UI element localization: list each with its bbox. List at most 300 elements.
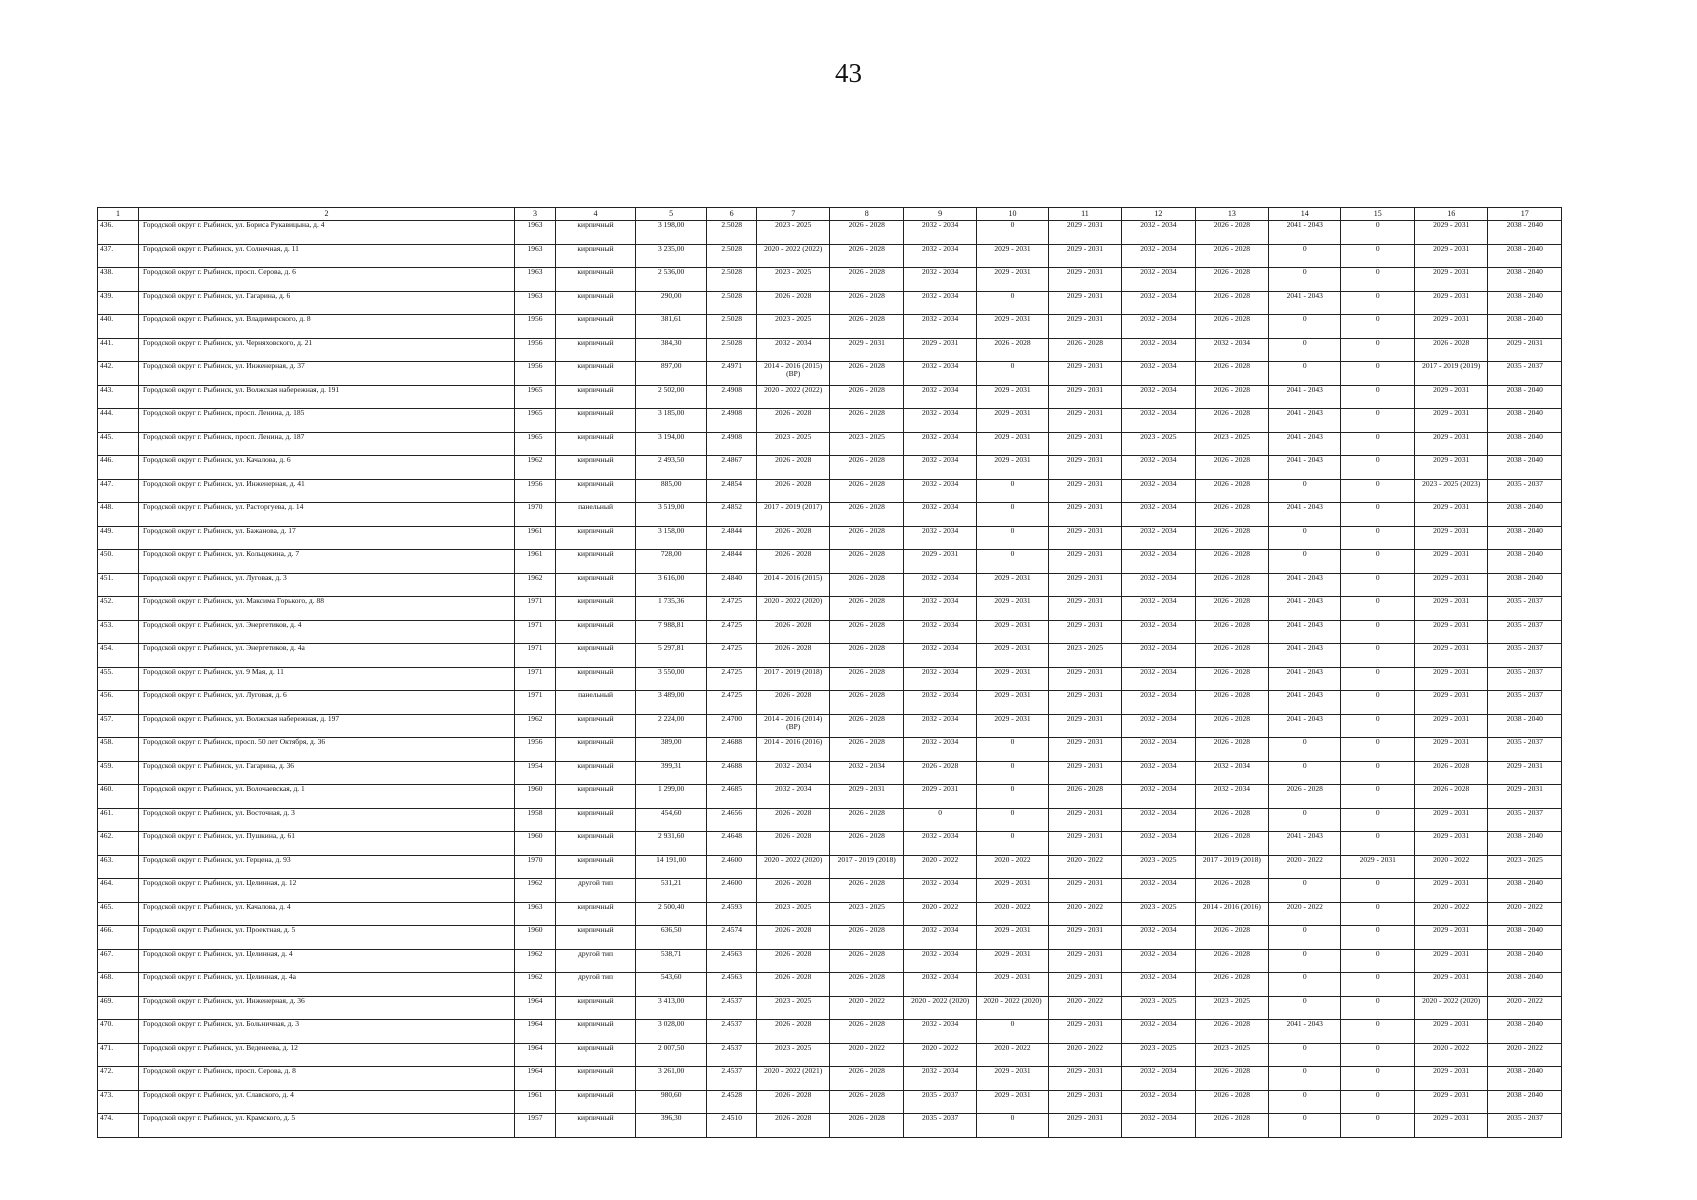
table-cell: 2.4685 — [707, 785, 757, 809]
address-cell: Городской округ г. Рыбинск, ул. Целинная, д. 4а — [139, 973, 515, 997]
table-cell: 2038 - 2040 — [1488, 526, 1562, 550]
table-cell: 2029 - 2031 — [1414, 221, 1487, 245]
table-cell: 543,60 — [636, 973, 707, 997]
table-cell: 2.4725 — [707, 644, 757, 668]
column-header: 4 — [556, 208, 636, 221]
table-cell: 2032 - 2034 — [903, 409, 976, 433]
table-cell: другой тип — [556, 879, 636, 903]
table-cell: 3 185,00 — [636, 409, 707, 433]
table-cell: 1962 — [515, 879, 556, 903]
row-number-cell: 436. — [98, 221, 139, 245]
table-cell: 885,00 — [636, 479, 707, 503]
table-cell: 2026 - 2028 — [1195, 503, 1268, 527]
table-cell: 2017 - 2019 (2018) — [757, 667, 830, 691]
table-cell: 2026 - 2028 — [1414, 785, 1487, 809]
table-cell: 2.4725 — [707, 620, 757, 644]
table-row — [98, 1114, 1562, 1138]
table-cell: 2038 - 2040 — [1488, 409, 1562, 433]
table-cell: 2029 - 2031 — [903, 550, 976, 574]
table-cell: 2032 - 2034 — [757, 338, 830, 362]
table-cell: кирпичный — [556, 385, 636, 409]
address-cell: Городской округ г. Рыбинск, ул. Максима Горького, д. 88 — [139, 597, 515, 621]
table-cell: 2029 - 2031 — [977, 714, 1048, 738]
table-cell: 2026 - 2028 — [830, 973, 903, 997]
table-cell: 0 — [1341, 996, 1414, 1020]
table-cell: 2029 - 2031 — [1048, 479, 1121, 503]
column-header: 15 — [1341, 208, 1414, 221]
table-cell: 2026 - 2028 — [903, 761, 976, 785]
table-cell: 2032 - 2034 — [1122, 338, 1195, 362]
table-cell: 2020 - 2022 — [1048, 996, 1121, 1020]
table-cell: 0 — [1341, 667, 1414, 691]
table-cell: 2032 - 2034 — [903, 1067, 976, 1091]
table-cell: 0 — [1341, 620, 1414, 644]
table-cell: 2026 - 2028 — [757, 409, 830, 433]
table-cell: 2029 - 2031 — [1048, 503, 1121, 527]
table-cell: 2035 - 2037 — [903, 1114, 976, 1138]
column-header: 2 — [139, 208, 515, 221]
row-number-cell: 464. — [98, 879, 139, 903]
table-cell: 2032 - 2034 — [757, 761, 830, 785]
table-cell: 2032 - 2034 — [1122, 973, 1195, 997]
table-cell: 399,31 — [636, 761, 707, 785]
table-cell: 1960 — [515, 832, 556, 856]
table-cell: 2029 - 2031 — [1048, 973, 1121, 997]
table-cell: 2026 - 2028 — [830, 691, 903, 715]
table-cell: 1 299,00 — [636, 785, 707, 809]
table-cell: 2026 - 2028 — [830, 1020, 903, 1044]
table-cell: 2032 - 2034 — [903, 385, 976, 409]
table-cell: 2038 - 2040 — [1488, 550, 1562, 574]
table-cell: 2026 - 2028 — [1195, 832, 1268, 856]
table-cell: 2026 - 2028 — [830, 221, 903, 245]
table-cell: 0 — [1341, 550, 1414, 574]
table-row — [98, 503, 1562, 527]
table-row — [98, 808, 1562, 832]
row-number-cell: 472. — [98, 1067, 139, 1091]
table-cell: 2026 - 2028 — [1195, 456, 1268, 480]
table-cell: 0 — [1341, 1067, 1414, 1091]
table-cell: 2029 - 2031 — [1341, 855, 1414, 879]
table-cell: 2029 - 2031 — [1048, 550, 1121, 574]
table-cell: 2026 - 2028 — [830, 949, 903, 973]
table-cell: 2014 - 2016 (2014) (ВР) — [757, 714, 830, 738]
address-cell: Городской округ г. Рыбинск, ул. Кольцекина, д. 7 — [139, 550, 515, 574]
table-cell: 1963 — [515, 291, 556, 315]
table-cell: 1956 — [515, 315, 556, 339]
row-number-cell: 446. — [98, 456, 139, 480]
table-cell: 2029 - 2031 — [977, 409, 1048, 433]
table-cell: 2029 - 2031 — [1048, 620, 1121, 644]
table-cell: 2026 - 2028 — [1195, 738, 1268, 762]
table-cell: 2038 - 2040 — [1488, 291, 1562, 315]
table-cell: 2020 - 2022 (2022) — [757, 385, 830, 409]
table-cell: 0 — [1341, 738, 1414, 762]
table-cell: 0 — [1269, 1067, 1341, 1091]
table-cell: 2023 - 2025 — [1488, 855, 1562, 879]
table-cell: кирпичный — [556, 855, 636, 879]
table-cell: 0 — [1341, 902, 1414, 926]
table-cell: 2029 - 2031 — [1048, 221, 1121, 245]
table-cell: 2026 - 2028 — [757, 1020, 830, 1044]
table-cell: 0 — [977, 221, 1048, 245]
table-row — [98, 714, 1562, 738]
table-cell: кирпичный — [556, 1090, 636, 1114]
table-cell: 2026 - 2028 — [1195, 973, 1268, 997]
table-cell: 2041 - 2043 — [1269, 573, 1341, 597]
table-cell: 2026 - 2028 — [830, 573, 903, 597]
table-cell: 0 — [977, 832, 1048, 856]
table-cell: 2026 - 2028 — [830, 291, 903, 315]
table-cell: 2020 - 2022 — [903, 855, 976, 879]
table-cell: 2.5028 — [707, 221, 757, 245]
address-cell: Городской округ г. Рыбинск, ул. Целинная, д. 4 — [139, 949, 515, 973]
table-cell: 0 — [1341, 338, 1414, 362]
table-cell: 0 — [1269, 738, 1341, 762]
table-cell: 2.4656 — [707, 808, 757, 832]
table-cell: 2029 - 2031 — [1488, 338, 1562, 362]
address-cell: Городской округ г. Рыбинск, ул. Славского, д. 4 — [139, 1090, 515, 1114]
address-cell: Городской округ г. Рыбинск, ул. Инженерная, д. 37 — [139, 362, 515, 386]
address-cell: Городской округ г. Рыбинск, просп. Серова, д. 6 — [139, 268, 515, 292]
table-cell: 2017 - 2019 (2018) — [830, 855, 903, 879]
table-cell: 2026 - 2028 — [1195, 221, 1268, 245]
table-cell: 2 931,60 — [636, 832, 707, 856]
table-cell: 0 — [1341, 291, 1414, 315]
table-cell: 3 616,00 — [636, 573, 707, 597]
table-row — [98, 1090, 1562, 1114]
table-cell: 290,00 — [636, 291, 707, 315]
table-row — [98, 409, 1562, 433]
table-cell: кирпичный — [556, 808, 636, 832]
table-cell: 1957 — [515, 1114, 556, 1138]
table-cell: 2017 - 2019 (2017) — [757, 503, 830, 527]
table-cell: 1956 — [515, 362, 556, 386]
table-cell: 2 493,50 — [636, 456, 707, 480]
table-cell: кирпичный — [556, 902, 636, 926]
table-cell: 2032 - 2034 — [1122, 362, 1195, 386]
table-cell: 2020 - 2022 (2020) — [757, 597, 830, 621]
table-cell: 0 — [1341, 432, 1414, 456]
table-cell: 2029 - 2031 — [1414, 738, 1487, 762]
table-cell: 2026 - 2028 — [757, 479, 830, 503]
address-cell: Городской округ г. Рыбинск, ул. Расторгуева, д. 14 — [139, 503, 515, 527]
table-cell: 2.4510 — [707, 1114, 757, 1138]
table-cell: 2029 - 2031 — [977, 268, 1048, 292]
row-number-cell: 474. — [98, 1114, 139, 1138]
table-cell: 2020 - 2022 (2022) — [757, 244, 830, 268]
table-cell: 2026 - 2028 — [1195, 620, 1268, 644]
table-cell: 2.4854 — [707, 479, 757, 503]
table-cell: 2032 - 2034 — [903, 597, 976, 621]
table-cell: 2029 - 2031 — [1414, 620, 1487, 644]
table-cell: 2032 - 2034 — [1122, 738, 1195, 762]
table-cell: 2026 - 2028 — [757, 879, 830, 903]
address-cell: Городской округ г. Рыбинск, просп. Серова, д. 8 — [139, 1067, 515, 1091]
table-cell: 2035 - 2037 — [1488, 644, 1562, 668]
table-cell: кирпичный — [556, 597, 636, 621]
table-cell: 2026 - 2028 — [830, 926, 903, 950]
table-cell: 1964 — [515, 1067, 556, 1091]
table-cell: 2029 - 2031 — [1048, 597, 1121, 621]
table-cell: 2020 - 2022 — [1048, 1043, 1121, 1067]
table-cell: 0 — [1269, 315, 1341, 339]
table-cell: 2029 - 2031 — [1414, 268, 1487, 292]
table-cell: панельный — [556, 691, 636, 715]
table-cell: 2029 - 2031 — [1414, 1114, 1487, 1138]
table-cell: 0 — [1269, 362, 1341, 386]
table-cell: 2029 - 2031 — [1414, 644, 1487, 668]
table-cell: 2029 - 2031 — [830, 338, 903, 362]
table-cell: 2029 - 2031 — [1414, 808, 1487, 832]
table-cell: 2.4528 — [707, 1090, 757, 1114]
table-cell: 2032 - 2034 — [903, 879, 976, 903]
table-cell: 0 — [1341, 526, 1414, 550]
table-cell: 2023 - 2025 — [1122, 996, 1195, 1020]
table-cell: 2029 - 2031 — [1048, 362, 1121, 386]
table-cell: 2029 - 2031 — [1414, 503, 1487, 527]
table-cell: 1956 — [515, 479, 556, 503]
table-cell: 2029 - 2031 — [977, 620, 1048, 644]
table-cell: 2026 - 2028 — [830, 362, 903, 386]
table-cell: 2038 - 2040 — [1488, 268, 1562, 292]
row-number-cell: 456. — [98, 691, 139, 715]
row-number-cell: 471. — [98, 1043, 139, 1067]
column-header: 8 — [830, 208, 903, 221]
table-row — [98, 996, 1562, 1020]
table-cell: 2032 - 2034 — [903, 644, 976, 668]
table-cell: 1962 — [515, 573, 556, 597]
table-cell: 2.4971 — [707, 362, 757, 386]
table-row — [98, 456, 1562, 480]
table-cell: 2038 - 2040 — [1488, 832, 1562, 856]
table-cell: 1970 — [515, 855, 556, 879]
table-cell: 454,60 — [636, 808, 707, 832]
table-cell: 1958 — [515, 808, 556, 832]
table-cell: 0 — [1341, 879, 1414, 903]
table-cell: 2032 - 2034 — [903, 714, 976, 738]
table-cell: 2026 - 2028 — [1195, 291, 1268, 315]
table-cell: 2026 - 2028 — [1414, 338, 1487, 362]
table-cell: 2026 - 2028 — [757, 973, 830, 997]
table-cell: 2029 - 2031 — [977, 573, 1048, 597]
table-cell: 2041 - 2043 — [1269, 644, 1341, 668]
table-cell: 2032 - 2034 — [1122, 526, 1195, 550]
table-row — [98, 573, 1562, 597]
table-row — [98, 926, 1562, 950]
table-cell: 396,30 — [636, 1114, 707, 1138]
table-cell: 2038 - 2040 — [1488, 573, 1562, 597]
table-cell: 2.5028 — [707, 244, 757, 268]
table-cell: 0 — [1269, 526, 1341, 550]
table-cell: 2041 - 2043 — [1269, 714, 1341, 738]
table-cell: 2023 - 2025 — [757, 268, 830, 292]
table-row — [98, 761, 1562, 785]
table-cell: 2020 - 2022 — [1488, 902, 1562, 926]
table-row — [98, 244, 1562, 268]
table-cell: 2026 - 2028 — [1195, 573, 1268, 597]
table-cell: 2023 - 2025 — [757, 1043, 830, 1067]
table-cell: 2026 - 2028 — [1195, 550, 1268, 574]
table-cell: 2041 - 2043 — [1269, 385, 1341, 409]
table-cell: 2029 - 2031 — [1048, 808, 1121, 832]
table-cell: 2029 - 2031 — [1414, 973, 1487, 997]
address-cell: Городской округ г. Рыбинск, ул. Больничная, д. 3 — [139, 1020, 515, 1044]
table-cell: 2032 - 2034 — [903, 832, 976, 856]
address-cell: Городской округ г. Рыбинск, ул. Волжская набережная, д. 197 — [139, 714, 515, 738]
table-cell: 2026 - 2028 — [830, 315, 903, 339]
address-cell: Городской округ г. Рыбинск, ул. Качалова, д. 6 — [139, 456, 515, 480]
table-cell: 2029 - 2031 — [1488, 761, 1562, 785]
table-cell: 2029 - 2031 — [1414, 526, 1487, 550]
table-cell: 2.4537 — [707, 1043, 757, 1067]
table-row — [98, 620, 1562, 644]
address-cell: Городской округ г. Рыбинск, ул. Волжская набережная, д. 191 — [139, 385, 515, 409]
table-cell: 2026 - 2028 — [1195, 644, 1268, 668]
table-row — [98, 362, 1562, 386]
table-cell: 980,60 — [636, 1090, 707, 1114]
table-cell: 2029 - 2031 — [1414, 432, 1487, 456]
table-cell: 2020 - 2022 — [1488, 1043, 1562, 1067]
table-cell: 2041 - 2043 — [1269, 667, 1341, 691]
table-cell: 2020 - 2022 — [1414, 1043, 1487, 1067]
table-cell: кирпичный — [556, 644, 636, 668]
table-cell: 0 — [1341, 1114, 1414, 1138]
table-cell: 2029 - 2031 — [1048, 432, 1121, 456]
table-cell: 0 — [1269, 1114, 1341, 1138]
table-cell: кирпичный — [556, 714, 636, 738]
table-cell: 2032 - 2034 — [1122, 620, 1195, 644]
table-cell: 0 — [1269, 926, 1341, 950]
table-cell: 0 — [977, 479, 1048, 503]
row-number-cell: 469. — [98, 996, 139, 1020]
table-cell: 2032 - 2034 — [1122, 808, 1195, 832]
row-number-cell: 466. — [98, 926, 139, 950]
table-cell: 2032 - 2034 — [903, 479, 976, 503]
row-number-cell: 437. — [98, 244, 139, 268]
table-cell: 1 735,36 — [636, 597, 707, 621]
row-number-cell: 454. — [98, 644, 139, 668]
table-cell: 2026 - 2028 — [757, 456, 830, 480]
table-cell: 2.4537 — [707, 1020, 757, 1044]
table-cell: 2026 - 2028 — [830, 714, 903, 738]
table-cell: 2032 - 2034 — [1195, 785, 1268, 809]
row-number-cell: 443. — [98, 385, 139, 409]
table-cell: 2026 - 2028 — [1195, 362, 1268, 386]
table-cell: 2026 - 2028 — [757, 1114, 830, 1138]
table-cell: 2035 - 2037 — [1488, 620, 1562, 644]
table-cell: 2026 - 2028 — [1195, 409, 1268, 433]
table-cell: 2038 - 2040 — [1488, 456, 1562, 480]
table-cell: 2029 - 2031 — [1048, 1114, 1121, 1138]
table-cell: 2.4688 — [707, 738, 757, 762]
table-cell: 1963 — [515, 902, 556, 926]
table-cell: 2017 - 2019 (2019) — [1414, 362, 1487, 386]
table-cell: 2029 - 2031 — [903, 338, 976, 362]
table-cell: 2026 - 2028 — [1195, 714, 1268, 738]
table-cell: 2032 - 2034 — [1122, 1020, 1195, 1044]
table-cell: 2029 - 2031 — [1414, 409, 1487, 433]
table-cell: 0 — [1341, 808, 1414, 832]
row-number-cell: 445. — [98, 432, 139, 456]
column-header: 9 — [903, 208, 976, 221]
table-cell: 2032 - 2034 — [1122, 1067, 1195, 1091]
table-cell: 2026 - 2028 — [1195, 667, 1268, 691]
table-cell: 2.4844 — [707, 550, 757, 574]
table-cell: 2035 - 2037 — [1488, 667, 1562, 691]
table-cell: 2029 - 2031 — [1048, 456, 1121, 480]
table-cell: 2032 - 2034 — [903, 926, 976, 950]
address-cell: Городской округ г. Рыбинск, ул. Владимирского, д. 8 — [139, 315, 515, 339]
column-header: 1 — [98, 208, 139, 221]
table-cell: 2026 - 2028 — [830, 597, 903, 621]
table-cell: 0 — [1269, 1043, 1341, 1067]
table-cell: кирпичный — [556, 550, 636, 574]
table-cell: 2029 - 2031 — [977, 1067, 1048, 1091]
table-cell: 0 — [1341, 409, 1414, 433]
table-cell: 1965 — [515, 385, 556, 409]
table-cell: 2026 - 2028 — [757, 1090, 830, 1114]
table-cell: 2.4908 — [707, 385, 757, 409]
table-cell: 0 — [1341, 1020, 1414, 1044]
table-cell: 2020 - 2022 — [1048, 902, 1121, 926]
table-cell: 2032 - 2034 — [1122, 1114, 1195, 1138]
table-row — [98, 644, 1562, 668]
table-cell: 2029 - 2031 — [977, 926, 1048, 950]
table-cell: 2014 - 2016 (2016) — [757, 738, 830, 762]
row-number-cell: 451. — [98, 573, 139, 597]
table-cell: 2035 - 2037 — [1488, 808, 1562, 832]
table-cell: 1954 — [515, 761, 556, 785]
table-row — [98, 385, 1562, 409]
table-row — [98, 221, 1562, 245]
table-cell: 2.4600 — [707, 855, 757, 879]
table-cell: 2026 - 2028 — [830, 879, 903, 903]
table-row — [98, 785, 1562, 809]
address-cell: Городской округ г. Рыбинск, ул. Крамского, д. 5 — [139, 1114, 515, 1138]
table-cell: 2026 - 2028 — [830, 1067, 903, 1091]
table-cell: 3 489,00 — [636, 691, 707, 715]
table-cell: 1971 — [515, 691, 556, 715]
row-number-cell: 439. — [98, 291, 139, 315]
table-cell: 2029 - 2031 — [1048, 691, 1121, 715]
table-cell: 2.4844 — [707, 526, 757, 550]
table-cell: 2029 - 2031 — [1488, 785, 1562, 809]
table-cell: 7 988,81 — [636, 620, 707, 644]
table-cell: 3 235,00 — [636, 244, 707, 268]
table-cell: 1961 — [515, 526, 556, 550]
column-header: 11 — [1048, 208, 1121, 221]
table-cell: 2.4593 — [707, 902, 757, 926]
table-cell: кирпичный — [556, 1043, 636, 1067]
table-cell: 2026 - 2028 — [1269, 785, 1341, 809]
table-cell: 2035 - 2037 — [903, 1090, 976, 1114]
table-row — [98, 338, 1562, 362]
table-cell: 2029 - 2031 — [1414, 597, 1487, 621]
table-cell: 2038 - 2040 — [1488, 244, 1562, 268]
table-row — [98, 1020, 1562, 1044]
table-cell: 2032 - 2034 — [1122, 268, 1195, 292]
table-cell: кирпичный — [556, 456, 636, 480]
table-cell: 2.4600 — [707, 879, 757, 903]
row-number-cell: 452. — [98, 597, 139, 621]
column-header: 17 — [1488, 208, 1562, 221]
table-cell: 2038 - 2040 — [1488, 221, 1562, 245]
row-number-cell: 467. — [98, 949, 139, 973]
table-cell: 2029 - 2031 — [1414, 691, 1487, 715]
table-cell: 2035 - 2037 — [1488, 362, 1562, 386]
table-cell: 2029 - 2031 — [1414, 573, 1487, 597]
